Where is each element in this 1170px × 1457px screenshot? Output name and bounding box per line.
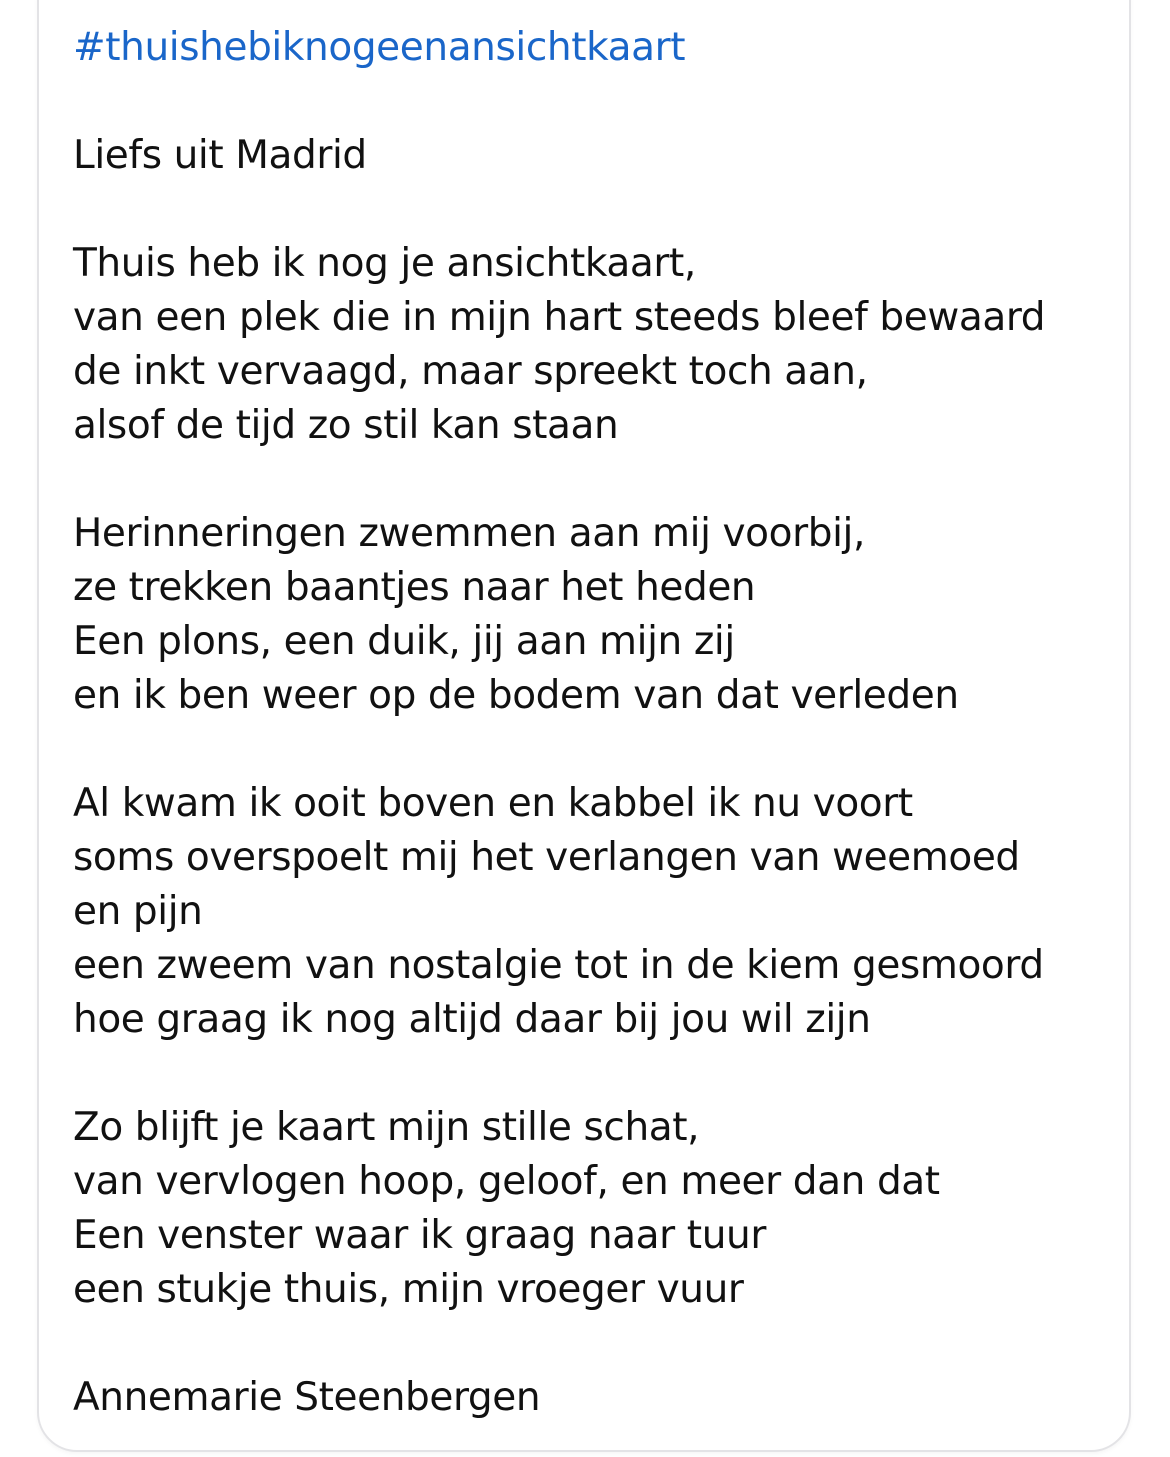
poem-line: hoe graag ik nog altijd daar bij jou wil zijn (73, 997, 871, 1042)
poem-line: de inkt vervaagd, maar spreekt toch aan, (73, 349, 868, 394)
spacer (73, 1317, 1133, 1371)
poem-line: van vervlogen hoop, geloof, en meer dan dat (73, 1159, 940, 1204)
poem-line: Zo blijft je kaart mijn stille schat, (73, 1105, 700, 1150)
spacer (73, 723, 1133, 777)
poem-line: Thuis heb ik nog je ansichtkaart, (73, 241, 696, 286)
post-body (73, 21, 1133, 1425)
poem-line: alsof de tijd zo stil kan staan (73, 403, 619, 448)
poem-line: en ik ben weer op de bodem van dat verleden (73, 673, 959, 718)
spacer (73, 1047, 1133, 1101)
poem-line: Een plons, een duik, jij aan mijn zij (73, 619, 735, 664)
poem-line: en pijn (73, 889, 203, 934)
poem-line: soms overspoelt mij het verlangen van weemoed (73, 835, 1020, 880)
post-title: Liefs uit Madrid (73, 133, 367, 178)
poem-line: een stukje thuis, mijn vroeger vuur (73, 1267, 744, 1312)
spacer (73, 453, 1133, 507)
poem-line: Al kwam ik ooit boven en kabbel ik nu voort (73, 781, 913, 826)
post-author: Annemarie Steenbergen (73, 1375, 541, 1420)
poem-line: ze trekken baantjes naar het heden (73, 565, 756, 610)
spacer (73, 75, 1133, 129)
poem-line: een zweem van nostalgie tot in de kiem gesmoord (73, 943, 1044, 988)
hashtag-link[interactable]: #thuishebiknogeenansichtkaart (73, 25, 686, 70)
spacer (73, 183, 1133, 237)
poem-line: Herinneringen zwemmen aan mij voorbij, (73, 511, 865, 556)
poem-line: Een venster waar ik graag naar tuur (73, 1213, 766, 1258)
poem-line: van een plek die in mijn hart steeds bleef bewaard (73, 295, 1046, 340)
